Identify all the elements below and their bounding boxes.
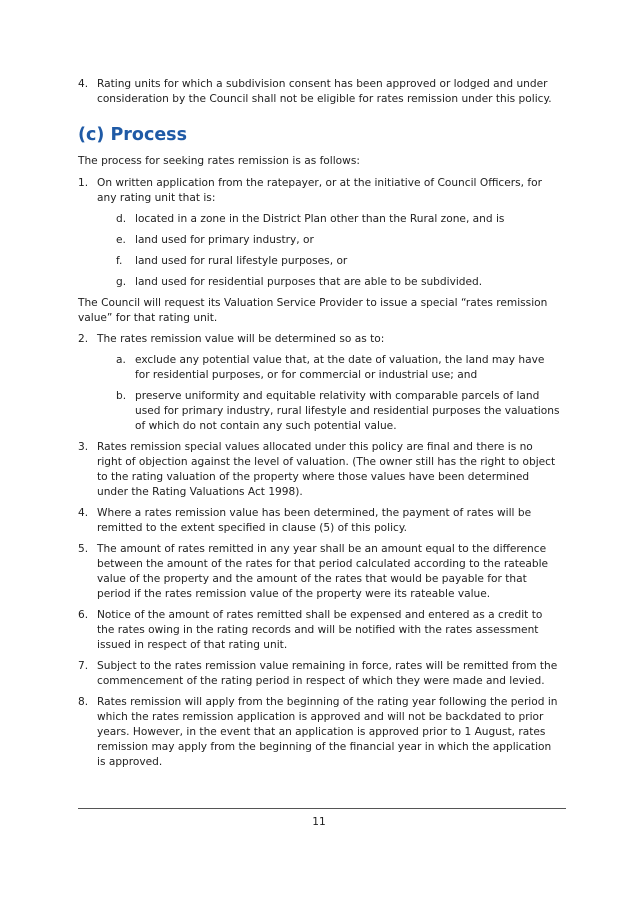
list-number: 7. (78, 660, 89, 672)
list-item-text: Notice of the amount of rates remitted shall be expensed and entered as a credit to the rates owing in the rating records and will be notified with the rates assessment issued in respect of that rating unit. (97, 609, 543, 651)
list-number: 6. (78, 609, 89, 621)
list-item-text: Rating units for which a subdivision consent has been approved or lodged and under consideration by the Council shall not be eligible for rates remission under this policy. (97, 78, 552, 105)
sub-item-b (78, 389, 560, 434)
sub-item-g (78, 275, 560, 290)
sub-item-f (78, 254, 560, 269)
section-heading: (c) Process (78, 125, 188, 145)
sub-item-e (78, 233, 560, 248)
page-number: 11 (312, 816, 326, 828)
list-number: 4. (78, 78, 89, 90)
sub-item-letter: e. (116, 234, 126, 246)
sub-item-letter: g. (116, 276, 127, 288)
list-number: 8. (78, 696, 89, 708)
sub-item-text: exclude any potential value that, at the date of valuation, the land may have for residential purposes, or for commercial or industrial use; and (135, 354, 545, 381)
sub-item-letter: a. (116, 354, 126, 366)
sub-item-text: land used for rural lifestyle purposes, or (135, 255, 348, 267)
list-item-text: Rates remission special values allocated under this policy are final and there is no right of objection against the level of valuation. (The owner still has the right to object to the rating valuation of the property where those values have been determined under the Rating Valuations Act 1998). (97, 441, 556, 498)
list-number: 5. (78, 543, 89, 555)
process-step-3 (78, 440, 560, 500)
sub-item-letter: d. (116, 213, 127, 225)
list-item-text: The amount of rates remitted in any year shall be an amount equal to the difference between the amount of the rates for that period calculated according to the rateable value of the property and the amount of the rates that would be payable for that period if the rates remission value of the property were its rateable value. (97, 543, 549, 600)
sub-item-text: land used for primary industry, or (135, 234, 314, 246)
list-item-text: The rates remission value will be determined so as to: (97, 333, 385, 345)
list-number: 3. (78, 441, 89, 453)
process-step-8 (78, 695, 560, 770)
intro-list-item (78, 77, 560, 107)
list-number: 1. (78, 177, 89, 189)
list-item-text: Rates remission will apply from the beginning of the rating year following the period in which the rates remission application is approved and will not be backdated to prior years. However, in the event that an application is approved prior to 1 August, rates remission may apply from the beginning of the financial year in which the application is approved. (97, 696, 558, 768)
process-step-4 (78, 506, 560, 536)
sub-item-letter: f. (116, 255, 123, 267)
sub-item-letter: b. (116, 390, 127, 402)
list-number: 2. (78, 333, 89, 345)
process-step-6 (78, 608, 560, 653)
list-item-text: On written application from the ratepayer, or at the initiative of Council Officers, for any rating unit that is: (97, 177, 542, 204)
process-step-5 (78, 542, 560, 602)
page-content (78, 77, 560, 770)
list-item-text: Subject to the rates remission value remaining in force, rates will be remitted from the commencement of the rating period in respect of which they were made and levied. (97, 660, 558, 687)
sub-item-text: preserve uniformity and equitable relativity with comparable parcels of land used for primary industry, rural lifestyle and residential purposes the valuations of which do not contain any such potential value. (135, 390, 560, 432)
process-step-7 (78, 659, 560, 689)
sub-item-a (78, 353, 560, 383)
sub-item-text: land used for residential purposes that are able to be subdivided. (135, 276, 483, 288)
footer-divider (78, 808, 566, 809)
sub-item-d (78, 212, 560, 227)
step-1-note: The Council will request its Valuation Service Provider to issue a special “rates remission value” for that rating unit. (78, 297, 548, 324)
list-number: 4. (78, 507, 89, 519)
sub-item-text: located in a zone in the District Plan other than the Rural zone, and is (135, 213, 505, 225)
process-step-2 (78, 332, 560, 347)
process-intro: The process for seeking rates remission is as follows: (78, 155, 360, 167)
process-step-1 (78, 176, 560, 206)
list-item-text: Where a rates remission value has been determined, the payment of rates will be remitted to the extent specified in clause (5) of this policy. (97, 507, 532, 534)
